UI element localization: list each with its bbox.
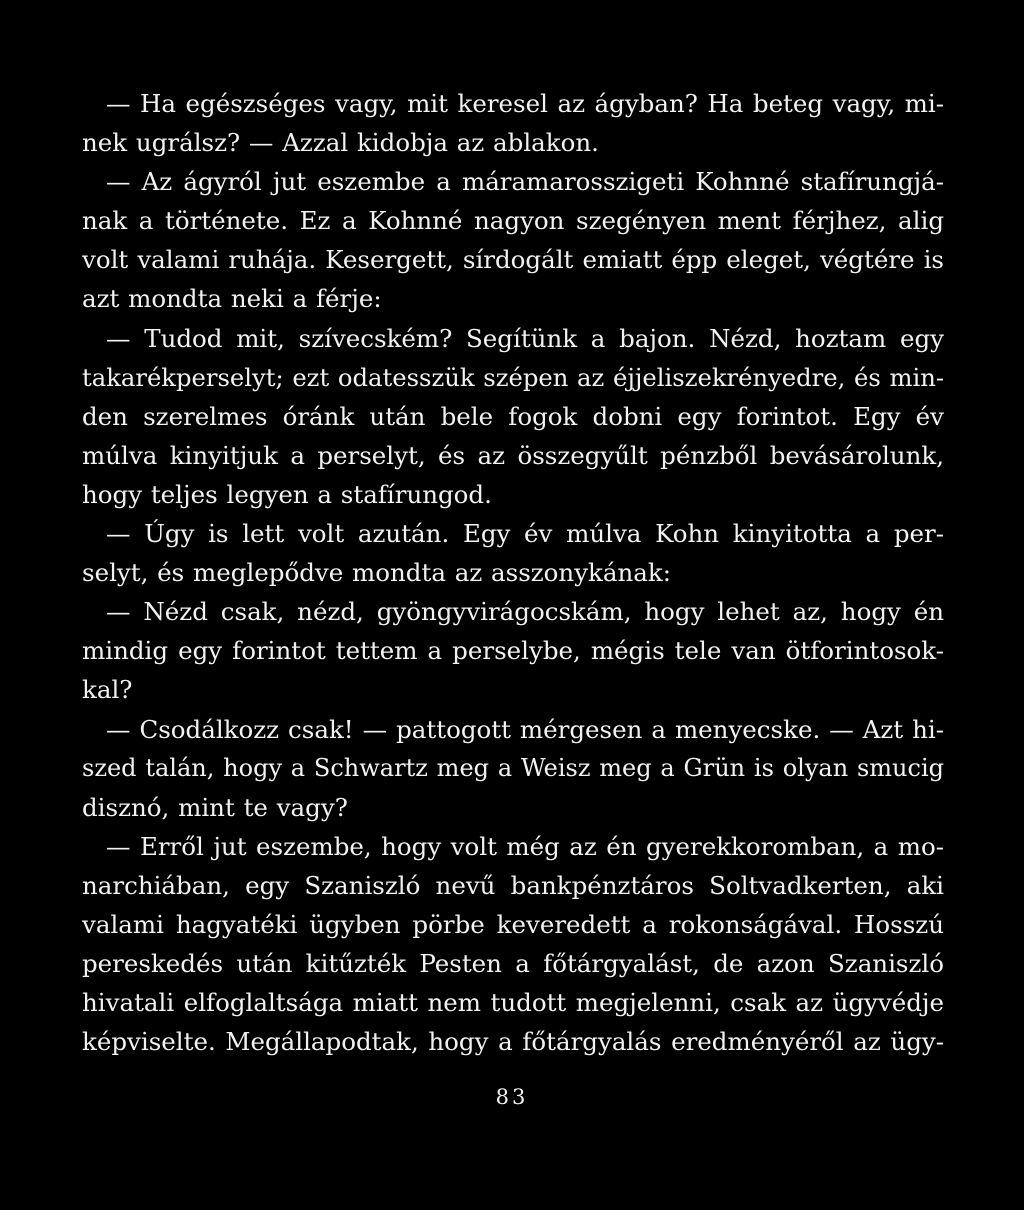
text-line: képviselte. Megállapodtak, hogy a főtárgyalás eredményéről az ügy-	[82, 1027, 944, 1057]
text-line: — Tudod mit, szívecském? Segítünk a bajon. Nézd, hoztam egy	[106, 323, 944, 353]
text-line: hivatali elfoglaltsága miatt nem tudott megjelenni, csak az ügyvédje	[82, 988, 944, 1018]
text-line: kal?	[82, 675, 133, 705]
page-number: 83	[495, 1085, 529, 1109]
text-line: narchiában, egy Szaniszló nevű bankpénztáros Soltvadkerten, aki	[82, 870, 944, 900]
text-line: múlva kinyitjuk a perselyt, és az összegyűlt pénzből bevásárolunk,	[82, 440, 944, 470]
text-line: azt mondta neki a férje:	[82, 284, 382, 314]
text-line: — Ha egészséges vagy, mit keresel az ágyban? Ha beteg vagy, mi-	[106, 89, 944, 118]
text-line: valami hagyatéki ügyben pörbe keveredett a rokonságával. Hosszú	[82, 909, 944, 939]
text-line: takarékperselyt; ezt odatesszük szépen az éjjeliszekrényedre, és min-	[82, 362, 945, 392]
text-line: volt valami ruhája. Kesergett, sírdogált emiatt épp eleget, végtére is	[82, 245, 944, 275]
text-line: nak a története. Ez a Kohnné nagyon szegényen ment férjhez, alig	[82, 206, 944, 236]
body-text	[82, 84, 944, 1061]
text-line: — Csodálkozz csak! — pattogott mérgesen a menyecske. — Azt hi-	[106, 714, 944, 744]
text-line: disznó, mint te vagy?	[82, 792, 348, 822]
text-line: szed talán, hogy a Schwartz meg a Weisz meg a Grün is olyan smucig	[82, 753, 944, 782]
text-line: — Nézd csak, nézd, gyöngyvirágocskám, hogy lehet az, hogy én	[106, 597, 944, 627]
text-line: selyt, és meglepődve mondta az asszonykának:	[82, 558, 671, 588]
text-line: hogy teljes legyen a stafírungod.	[82, 479, 492, 509]
text-line: — Az ágyról jut eszembe a máramarosszigeti Kohnné stafírungjá-	[106, 167, 944, 197]
text-line: pereskedés után kitűzték Pesten a főtárgyalást, de azon Szaniszló	[82, 949, 944, 979]
text-line: nek ugrálsz? — Azzal kidobja az ablakon.	[82, 128, 599, 158]
text-line: mindig egy forintot tettem a perselybe, mégis tele van ötforintosok-	[82, 636, 944, 666]
text-line: den szerelmes óránk után bele fogok dobni egy forintot. Egy év	[82, 401, 944, 431]
text-line: — Úgy is lett volt azután. Egy év múlva Kohn kinyitotta a per-	[106, 519, 944, 549]
text-line: — Erről jut eszembe, hogy volt még az én gyerekkoromban, a mo-	[106, 831, 944, 861]
